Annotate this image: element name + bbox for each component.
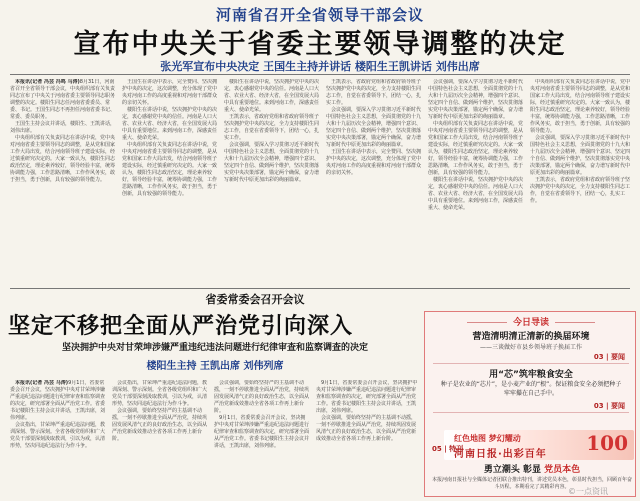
second-story-column-3 xyxy=(214,380,310,496)
paragraph: 中央组织部有关负责同志在讲话中说，党中央对河南省委主要领导同志的调整，是从党和国家工作大局出发，结合河南领导班子建设实际，经过慎重研究决定的。大家一致认为，楼阳生同志政治坚定，理论素养较好，领导经验丰富，统筹协调能力强，工作思路清晰，工作作风务实，敢于担当，勇于创新，具有较强的领导能力。 xyxy=(428,121,524,176)
divider xyxy=(10,74,630,75)
top-story-kicker: 河南省召开全省领导干部会议 xyxy=(215,6,424,24)
top-story-dateline: 本报讯(记者 冯芸 冯鸣 马涛) xyxy=(15,79,80,85)
promo-title-part: 彰显 xyxy=(522,465,541,475)
guide-item-page[interactable]: 03 | 要闻 xyxy=(593,402,625,410)
second-story-subhead: 坚决拥护中央对甘荣坤涉嫌严重违纪违法问题进行纪律审查和监察调查的决定 xyxy=(61,343,368,353)
second-story-byline: 楼阳生主持 王凯出席 刘伟列席 xyxy=(146,361,284,372)
paragraph: 9月1日，省委常委会召开会议，坚决拥护中央对甘荣坤涉嫌严重违纪违法问题进行纪律审查和监察调查的决定，研究部署全面从严治党工作。省委书记楼阳生主持会议并讲话，王凯出席，刘伟列席。 xyxy=(316,380,418,414)
paragraph: 8月31日，河南省召开全省领导干部会议，中央组织部有关负责同志宣布了中央关于河南省委主要领导同志职务调整的决定。楼阳生同志任河南省委委员、常委、书记。王国生同志不再担任河南省委书记、常委、委员职务。 xyxy=(10,79,116,120)
paragraph: 会议强调，要始终坚持严的主基调不动摇，一刻不停歇推进全面从严治党，持续巩固发展风清气正的良好政治生态，以全面从严治党新成效推动全省各项工作再上新台阶。 xyxy=(316,415,417,442)
paragraph: 王国生在讲话中表示，完全赞同、坚决拥护中央的决定，这次调整，充分体现了党中央对河南工作的高度重视和对河南干部群众的亲切关怀。 xyxy=(122,79,218,106)
paragraph: 会议强调，要始终坚持严的主基调不动摇，一刻不停歇推进全面从严治党，持续巩固发展风清气正的良好政治生态，以全面从严治党新成效推动全省各项工作再上新台阶。 xyxy=(214,380,310,414)
paragraph: 中央组织部有关负责同志在讲话中说，党中央对河南省委主要领导同志的调整，是从党和国家工作大局出发，结合河南领导班子建设实际，经过慎重研究决定的。大家一致认为，楼阳生同志政治坚定，理论素养较好，领导经验丰富，统筹协调能力强，工作思路清晰，工作作风务实，敢于担当，勇于创新，具有较强的领导能力。 xyxy=(122,142,218,197)
second-story-column-1 xyxy=(10,380,106,496)
guide-item-page[interactable]: 03 | 要闻 xyxy=(593,353,625,361)
paragraph: 楼阳生在讲话中说，坚决拥护党中央的决定，衷心感谢党中央的信任。河南是人口大省、农业大省、经济大省，在全国发展大局中具有重要地位。来到河南工作，深感责任重大、使命光荣。 xyxy=(428,177,524,211)
banner-line-1: 红色地图 梦幻耀动 xyxy=(454,434,521,443)
paragraph: 会议强调，要深入学习贯彻习近平新时代中国特色社会主义思想，全面贯彻党的十九大和十九届历次全会精神，增强四个意识、坚定四个自信、做到两个维护，坚决贯彻落实党中央决策部署，锚定两个确保，奋力谱写新时代中原更加出彩的绚丽篇章。 xyxy=(530,135,630,176)
section-divider xyxy=(10,288,630,289)
paragraph: 王国生主持会议并讲话，楼阳生、王凯讲话，刘伟出席。 xyxy=(10,121,116,134)
top-story-subhead: 张光军宣布中央决定 王国生主持并讲话 楼阳生王凯讲话 刘伟出席 xyxy=(160,60,480,73)
paragraph: 9月1日，省委常委会召开会议，坚决拥护中央对甘荣坤涉嫌严重违纪违法问题进行纪律审查和监察调查的决定，研究部署全面从严治党工作。省委书记楼阳生主持会议并讲话，王凯出席，刘伟列席。 xyxy=(10,380,106,421)
guide-item-title[interactable]: 用“芯”筑牢粮食安全 xyxy=(489,370,573,380)
top-story-column-6 xyxy=(530,79,630,285)
paragraph: 会议指出，甘荣坤严重违纪违法问题，教训深刻、警示深刻。全省各级党组织和广大党员干部要深刻汲取教训，引以为戒，认清形势，坚决同违纪违法行为作斗争。 xyxy=(112,380,208,407)
paragraph: 楼阳生在讲话中说，坚决拥护党中央的决定，衷心感谢党中央的信任。河南是人口大省、农业大省、经济大省，在全国发展大局中具有重要地位。来到河南工作，深感责任重大、使命光荣。 xyxy=(224,79,320,113)
top-story-column-4 xyxy=(326,79,422,285)
guide-divider xyxy=(433,412,629,413)
paragraph: 会议强调，要深入学习贯彻习近平新时代中国特色社会主义思想，全面贯彻党的十九大和十九届历次全会精神，增强四个意识、坚定四个自信、做到两个维护，坚决贯彻落实党中央决策部署，锚定两个确保，奋力谱写新时代中原更加出彩的绚丽篇章。 xyxy=(326,107,422,148)
promo-page-label[interactable]: 05 | 特刊 xyxy=(432,445,464,453)
second-story-headline[interactable]: 坚定不移把全面从严治党引向深入 xyxy=(8,313,354,339)
promo-description: 本报河南日报社与全媒体记者团联合推出特刊，讲述党员本色，彰显时代担当，回顾百年奋斗历程。本期看完了其精彩内容。 xyxy=(432,477,633,490)
paragraph: 王国生在讲话中表示，完全赞同、坚决拥护中央的决定，这次调整，充分体现了党中央对河南工作的高度重视和对河南干部群众的亲切关怀。 xyxy=(326,149,422,176)
top-story-column-3 xyxy=(224,79,320,285)
paragraph: 王凯表示，省政府党组和省政府领导班子坚决拥护党中央的决定，全力支持楼阳生同志工作，自觉在省委领导下，团结一心，扎实工作。 xyxy=(530,177,630,204)
second-story-column-2 xyxy=(112,380,208,496)
paragraph: 会议强调，要始终坚持严的主基调不动摇，一刻不停歇推进全面从严治党，持续巩固发展风清气正的良好政治生态，以全面从严治党新成效推动全省各项工作再上新台阶。 xyxy=(112,408,208,442)
top-story-column-2 xyxy=(122,79,218,285)
paragraph: 中央组织部有关负责同志在讲话中说，党中央对河南省委主要领导同志的调整，是从党和国家工作大局出发，结合河南领导班子建设实际，经过慎重研究决定的。大家一致认为，楼阳生同志政治坚定，理论素养较好，领导经验丰富，统筹协调能力强，工作思路清晰，工作作风务实，敢于担当，勇于创新，具有较强的领导能力。 xyxy=(10,135,116,183)
second-story-column-4 xyxy=(316,380,418,496)
top-story-column-1 xyxy=(10,79,116,285)
paragraph: 会议强调，要深入学习贯彻习近平新时代中国特色社会主义思想，全面贯彻党的十九大和十九届历次全会精神，增强四个意识、坚定四个自信、做到两个维护，坚决贯彻落实党中央决策部署，锚定两个确保，奋力谱写新时代中原更加出彩的绚丽篇章。 xyxy=(428,79,524,120)
paragraph: 中央组织部有关负责同志在讲话中说，党中央对河南省委主要领导同志的调整，是从党和国家工作大局出发，结合河南领导班子建设实际，经过慎重研究决定的。大家一致认为，楼阳生同志政治坚定，理论素养较好，领导经验丰富，统筹协调能力强，工作思路清晰，工作作风务实，敢于担当，勇于创新，具有较强的领导能力。 xyxy=(530,79,630,134)
second-story-kicker: 省委常委会召开会议 xyxy=(205,293,305,306)
centenary-badge: 100 xyxy=(586,431,628,455)
promo-title[interactable] xyxy=(432,462,632,475)
paragraph: 王凯表示，省政府党组和省政府领导班子坚决拥护党中央的决定，全力支持楼阳生同志工作，自觉在省委领导下，团结一心，扎实工作。 xyxy=(326,79,422,106)
second-story-dateline: 本报讯(记者 冯芸 马涛) xyxy=(15,380,69,386)
centenary-banner[interactable] xyxy=(444,430,634,460)
watermark: ©一点资讯 xyxy=(568,487,608,496)
guide-divider xyxy=(433,363,629,364)
paragraph: 9月1日，省委常委会召开会议，坚决拥护中央对甘荣坤涉嫌严重违纪违法问题进行纪律审查和监察调查的决定，研究部署全面从严治党工作。省委书记楼阳生主持会议并讲话，王凯出席，刘伟列席。 xyxy=(214,415,310,449)
top-story-headline[interactable]: 宣布中央关于省委主要领导调整的决定 xyxy=(73,29,567,60)
todays-guide-title: 今日导读 xyxy=(425,315,637,328)
banner-line-2: 河南日报·出彩百年 xyxy=(454,449,547,460)
promo-title-part: 勇立潮头 xyxy=(483,465,520,475)
guide-item-subtitle: ——三谈做好市县乡领导班子换届工作 xyxy=(479,344,582,351)
paragraph: 王凯表示，省政府党组和省政府领导班子坚决拥护党中央的决定，全力支持楼阳生同志工作，自觉在省委领导下，团结一心，扎实工作。 xyxy=(224,114,320,141)
paragraph: 会议指出，甘荣坤严重违纪违法问题，教训深刻、警示深刻。全省各级党组织和广大党员干部要深刻汲取教训，引以为戒，认清形势，坚决同违纪违法行为作斗争。 xyxy=(10,422,106,449)
guide-item-description: 种子是农业的“芯片”，是小麦产业的“根”。保证粮食安全必须把种子牢牢攥在自己手中。 xyxy=(440,381,622,397)
promo-title-highlight: 党员本色 xyxy=(544,465,581,475)
guide-item-title[interactable]: 营造清明清正清新的换届环境 xyxy=(472,332,590,342)
top-story-column-5 xyxy=(428,79,524,285)
paragraph: 会议强调，要深入学习贯彻习近平新时代中国特色社会主义思想，全面贯彻党的十九大和十九届历次全会精神，增强四个意识、坚定四个自信、做到两个维护，坚决贯彻落实党中央决策部署，锚定两个确保，奋力谱写新时代中原更加出彩的绚丽篇章。 xyxy=(224,142,320,183)
paragraph: 楼阳生在讲话中说，坚决拥护党中央的决定，衷心感谢党中央的信任。河南是人口大省、农业大省、经济大省，在全国发展大局中具有重要地位。来到河南工作，深感责任重大、使命光荣。 xyxy=(122,107,218,141)
